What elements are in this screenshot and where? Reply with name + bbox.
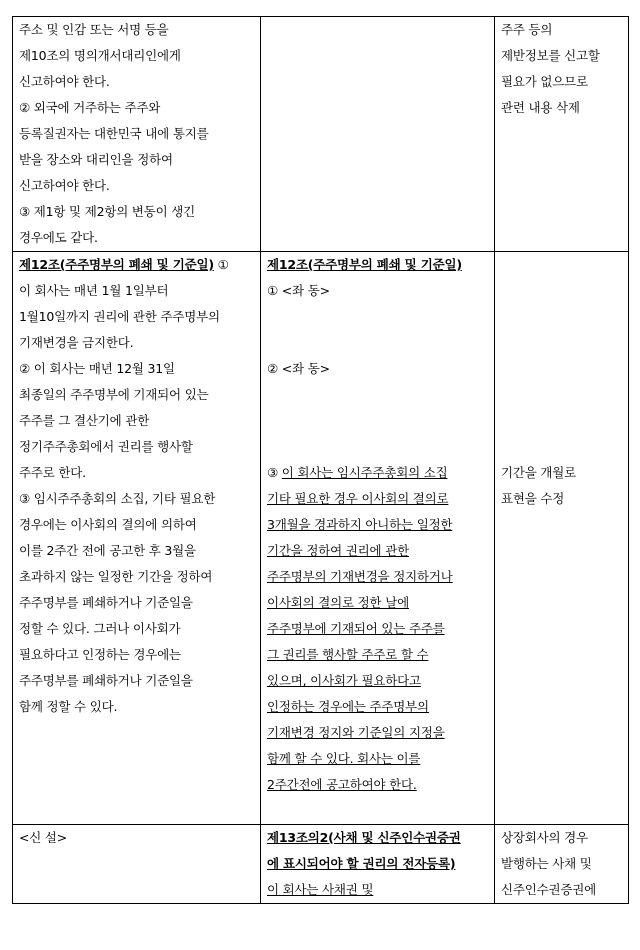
blank-line <box>501 330 622 356</box>
blank-line <box>501 304 622 330</box>
amended-text: 인정하는 경우에는 주주명부의 <box>267 699 429 714</box>
amended-text: 이 회사는 사채권 및 <box>267 882 374 897</box>
amended-text: 이사회의 결의로 정한 날에 <box>267 595 409 610</box>
text-line: 정기주주총회에서 권리를 행사할 <box>19 439 193 454</box>
amended-text: 2주간전에 공고하여야 한다. <box>267 777 417 792</box>
amended-text: 3개월을 경과하지 아니하는 일정한 <box>267 517 453 532</box>
reason-line: 관련 내용 삭제 <box>501 100 580 115</box>
amended-text: 이 회사는 임시주주총회의 소집 <box>281 465 448 480</box>
article-heading: 에 표시되어야 할 권리의 전자등록) <box>267 856 456 871</box>
amended-text: 그 권리를 행사할 주주로 할 수 <box>267 647 429 662</box>
reason-line: 필요가 없으므로 <box>501 74 588 89</box>
amended-text: 기타 필요한 경우 이사회의 결의로 <box>267 491 449 506</box>
amended-text: 주주명부에 기재되어 있는 주주를 <box>267 621 445 636</box>
blank-line <box>501 434 622 460</box>
blank-line <box>267 434 488 460</box>
current-article-cell <box>13 252 261 825</box>
text-line: ③ 임시주주총회의 소집, 기타 필요한 <box>19 491 216 506</box>
reason-cell <box>495 17 629 252</box>
text-line <box>267 460 488 486</box>
text-line: 1월10일까지 권리에 관한 주주명부의 <box>19 309 220 324</box>
reason-line: 신주인수권증권에 <box>501 882 597 897</box>
reason-cell <box>495 252 629 825</box>
blank-line <box>501 382 622 408</box>
reason-line: 상장회사의 경우 <box>501 830 588 845</box>
paragraph-marker: ③ <box>267 465 282 480</box>
amended-text: 주주명부의 기재변경을 정지하거나 <box>267 569 453 584</box>
reason-cell <box>495 825 629 904</box>
text-line: 받을 장소와 대리인을 정하여 <box>19 152 173 167</box>
text-line: 필요하다고 인정하는 경우에는 <box>19 647 181 662</box>
blank-line <box>501 408 622 434</box>
current-article-cell <box>13 17 261 252</box>
article-heading: 제12조(주주명부의 폐쇄 및 기준일) <box>267 257 462 272</box>
text-line: 경우에는 이사회의 결의에 의하여 <box>19 517 197 532</box>
text-line: ③ 제1항 및 제2항의 변동이 생긴 <box>19 204 196 219</box>
new-article-marker: <신 설> <box>19 830 68 845</box>
paragraph-marker: ① <box>213 257 229 272</box>
text-line: 정할 수 있다. 그러나 이사회가 <box>19 621 181 636</box>
amended-article-cell <box>261 252 495 825</box>
current-article-cell <box>13 825 261 904</box>
articles-amendment-table <box>12 16 629 904</box>
text-line: ② 이 회사는 매년 12월 31일 <box>19 361 175 376</box>
text-line: 경우에도 같다. <box>19 230 98 245</box>
text-line: 함께 정할 수 있다. <box>19 699 118 714</box>
blank-line <box>501 252 622 278</box>
text-line: 이를 2주간 전에 공고한 후 3월을 <box>19 543 196 558</box>
amended-text: 기간을 정하여 권리에 관한 <box>267 543 409 558</box>
text-line: 최종일의 주주명부에 기재되어 있는 <box>19 387 209 402</box>
blank-line <box>267 330 488 356</box>
table-row <box>13 252 629 825</box>
text-line: 주주를 그 결산기에 관한 <box>19 413 150 428</box>
blank-line <box>267 382 488 408</box>
reason-line: 발행하는 사채 및 <box>501 856 592 871</box>
blank-line <box>267 408 488 434</box>
reason-line: 표현을 수정 <box>501 491 565 506</box>
amended-article-cell <box>261 825 495 904</box>
text-line: ② 외국에 거주하는 주주와 <box>19 100 161 115</box>
article-heading-line <box>19 252 254 278</box>
table-row <box>13 825 629 904</box>
same-as-left-line: ① <좌 동> <box>267 283 330 298</box>
text-line: 주주로 한다. <box>19 465 86 480</box>
text-line: 제10조의 명의개서대리인에게 <box>19 48 181 63</box>
same-as-left-line: ② <좌 동> <box>267 361 330 376</box>
article-heading: 제12조(주주명부의 폐쇄 및 기준일) <box>19 257 214 272</box>
text-line: 주주명부를 폐쇄하거나 기준일을 <box>19 595 193 610</box>
text-line: 주주명부를 폐쇄하거나 기준일을 <box>19 673 193 688</box>
reason-line: 기간을 개월로 <box>501 465 577 480</box>
text-line: 등록질권자는 대한민국 내에 통지를 <box>19 126 209 141</box>
amended-text: 있으며, 이사회가 필요하다고 <box>267 673 421 688</box>
text-line: 주소 및 인감 또는 서명 등을 <box>19 22 169 37</box>
blank-line <box>501 278 622 304</box>
blank-line <box>267 304 488 330</box>
reason-line: 제반정보를 신고할 <box>501 48 600 63</box>
amended-article-cell <box>261 17 495 252</box>
blank-line <box>501 356 622 382</box>
article-heading: 제13조의2(사채 및 신주인수권증권 <box>267 830 461 845</box>
text-line: 기재변경을 금지한다. <box>19 335 134 350</box>
amended-text: 함께 할 수 있다. 회사는 이를 <box>267 751 421 766</box>
amended-text: 기재변경 정지와 기준일의 지정을 <box>267 725 445 740</box>
table-row <box>13 17 629 252</box>
text-line: 신고하여야 한다. <box>19 178 110 193</box>
reason-line: 주주 등의 <box>501 22 553 37</box>
text-line: 이 회사는 매년 1월 1일부터 <box>19 283 169 298</box>
text-line: 초과하지 않는 일정한 기간을 정하여 <box>19 569 213 584</box>
text-line: 신고하여야 한다. <box>19 74 110 89</box>
